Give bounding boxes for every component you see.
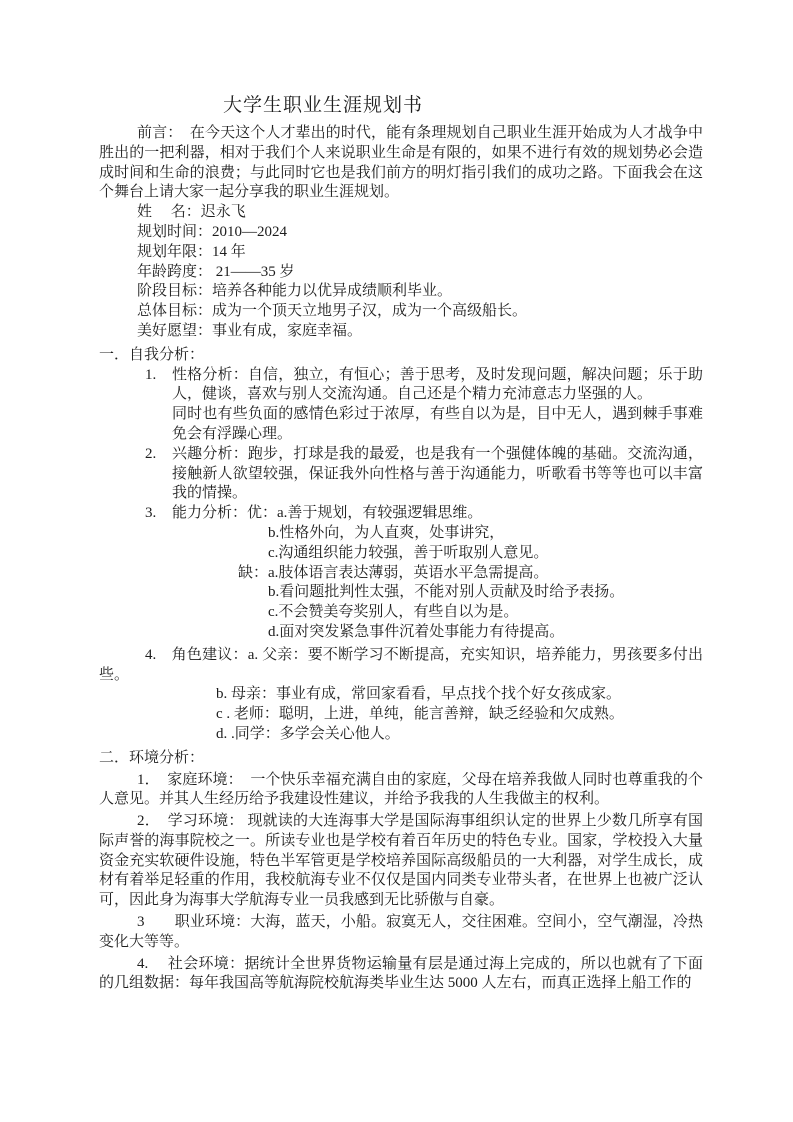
profile-wish-line: 美好愿望：事业有成，家庭幸福。 xyxy=(137,322,363,339)
env-study-paragraph: 2． 学习环境： 现就读的大连海事大学是国际海事组织认定的世界上少数几所享有国际声誉的海事院校之一。所读专业也是学校有着百年历史的特色专业。国家，学校投入大量资金充实软硬件设施，特色半军管更是学校培养国际高级船员的一大利器，对学生成长，成材有着举足轻重的作用，我校航海专业不仅仅是国内同类专业带头者，在世界上也被广泛认可，因此身为海事大学航海专业一员我感到无比骄傲与自豪。 xyxy=(99,813,703,909)
list-item-role-advice: 4. 角色建议：a. 父亲：要不断学习不断提高，充实知识，培养能力，男孩要多付出些。 xyxy=(99,646,703,683)
list-number: 2. xyxy=(145,445,157,462)
section-heading-environment: 二．环境分析： xyxy=(99,749,205,766)
profile-age-span-line: 年龄跨度： 21——35 岁 xyxy=(137,263,295,280)
section-heading-self-analysis: 一．自我分析： xyxy=(99,346,205,363)
profile-stage-goal-line: 阶段目标：培养各种能力以优异成绩顺利毕业。 xyxy=(137,283,453,300)
ability-strength-c: c.沟通组织能力较强，善于听取别人意见。 xyxy=(268,544,549,561)
profile-plan-years-line: 规划年限：14 年 xyxy=(137,243,246,260)
preface-paragraph: 前言： 在今天这个人才辈出的时代，能有条理规划自己职业生涯开始成为人才战争中胜出的一把利器，相对于我们个人来说职业生命是有限的，如果不进行有效的规划势必会造成时间和生命的浪费；与此同时它也是我们前方的明灯指引我们的成功之路。下面我会在这个舞台上请大家一起分享我的职业生涯规划。 xyxy=(99,125,703,201)
profile-overall-goal-line: 总体目标：成为一个顶天立地男子汉，成为一个高级船长。 xyxy=(137,303,528,320)
ability-weakness-c: c.不会赞美夸奖别人，有些自以为是。 xyxy=(268,604,519,621)
role-advice-classmate: d. .同学：多学会关心他人。 xyxy=(216,725,400,742)
env-social-paragraph: 4. 社会环境：据统计全世界货物运输量有层是通过海上完成的，所以也就有了下面的几组数据：每年我国高等航海院校航海类毕业生达 5000 人左右，而真正选择上船工作的 xyxy=(99,955,703,992)
list-number: 3. xyxy=(145,505,157,522)
list-item-interest xyxy=(99,445,703,504)
personality-negative-text: 同时也有些负面的感情色彩过于浓厚，有些自以为是，目中无人，遇到棘手事难免会有浮躁心理。 xyxy=(172,406,703,442)
role-advice-mother: b. 母亲：事业有成，常回家看看，早点找个找个好女孩成家。 xyxy=(216,686,622,703)
list-item-personality xyxy=(99,366,703,445)
personality-text: 性格分析：自信，独立，有恒心；善于思考，及时发现问题，解决问题；乐于助人，健谈，喜欢与别人交流沟通。自己还是个精力充沛意志力坚强的人。 xyxy=(172,366,703,403)
document-title: 大学生职业生涯规划书 xyxy=(223,95,424,116)
env-family-paragraph: 1． 家庭环境： 一个快乐幸福充满自由的家庭，父母在培养我做人同时也尊重我的个人意见。并其人生经历给予我建设性建议，并给予我我的人生我做主的权利。 xyxy=(99,771,703,808)
ability-strength-a: 能力分析：优：a.善于规划，有较强逻辑思维。 xyxy=(172,505,483,522)
list-item-ability xyxy=(99,504,703,524)
ability-weakness-d: d.面对突发紧急事件沉着处事能力有待提高。 xyxy=(268,623,565,640)
env-career-paragraph: 3 职业环境：大海，蓝天，小船。寂寞无人，交往困难。空间小，空气潮湿，冷热变化大等等。 xyxy=(99,914,703,950)
role-advice-teacher: c . 老师：聪明，上进，单纯，能言善辩，缺乏经验和欠成熟。 xyxy=(216,706,624,723)
ability-weakness-a: 缺：a.肢体语言表达薄弱，英语水平急需提高。 xyxy=(238,564,549,581)
list-number: 1. xyxy=(145,366,157,383)
ability-strength-b: b.性格外向，为人直爽，处事讲究， xyxy=(268,524,505,541)
ability-weakness-b: b.看问题批判性太强，不能对别人贡献及时给予表扬。 xyxy=(268,584,625,601)
profile-plan-time-line: 规划时间：2010—2024 xyxy=(137,223,288,240)
profile-name-line: 姓 名：迟永飞 xyxy=(137,204,246,221)
interest-text: 兴趣分析：跑步，打球是我的最爱，也是我有一个强健体魄的基础。交流沟通，接触新人欲望较强，保证我外向性格与善于沟通能力，听歌看书等等也可以丰富我的情操。 xyxy=(172,445,703,502)
